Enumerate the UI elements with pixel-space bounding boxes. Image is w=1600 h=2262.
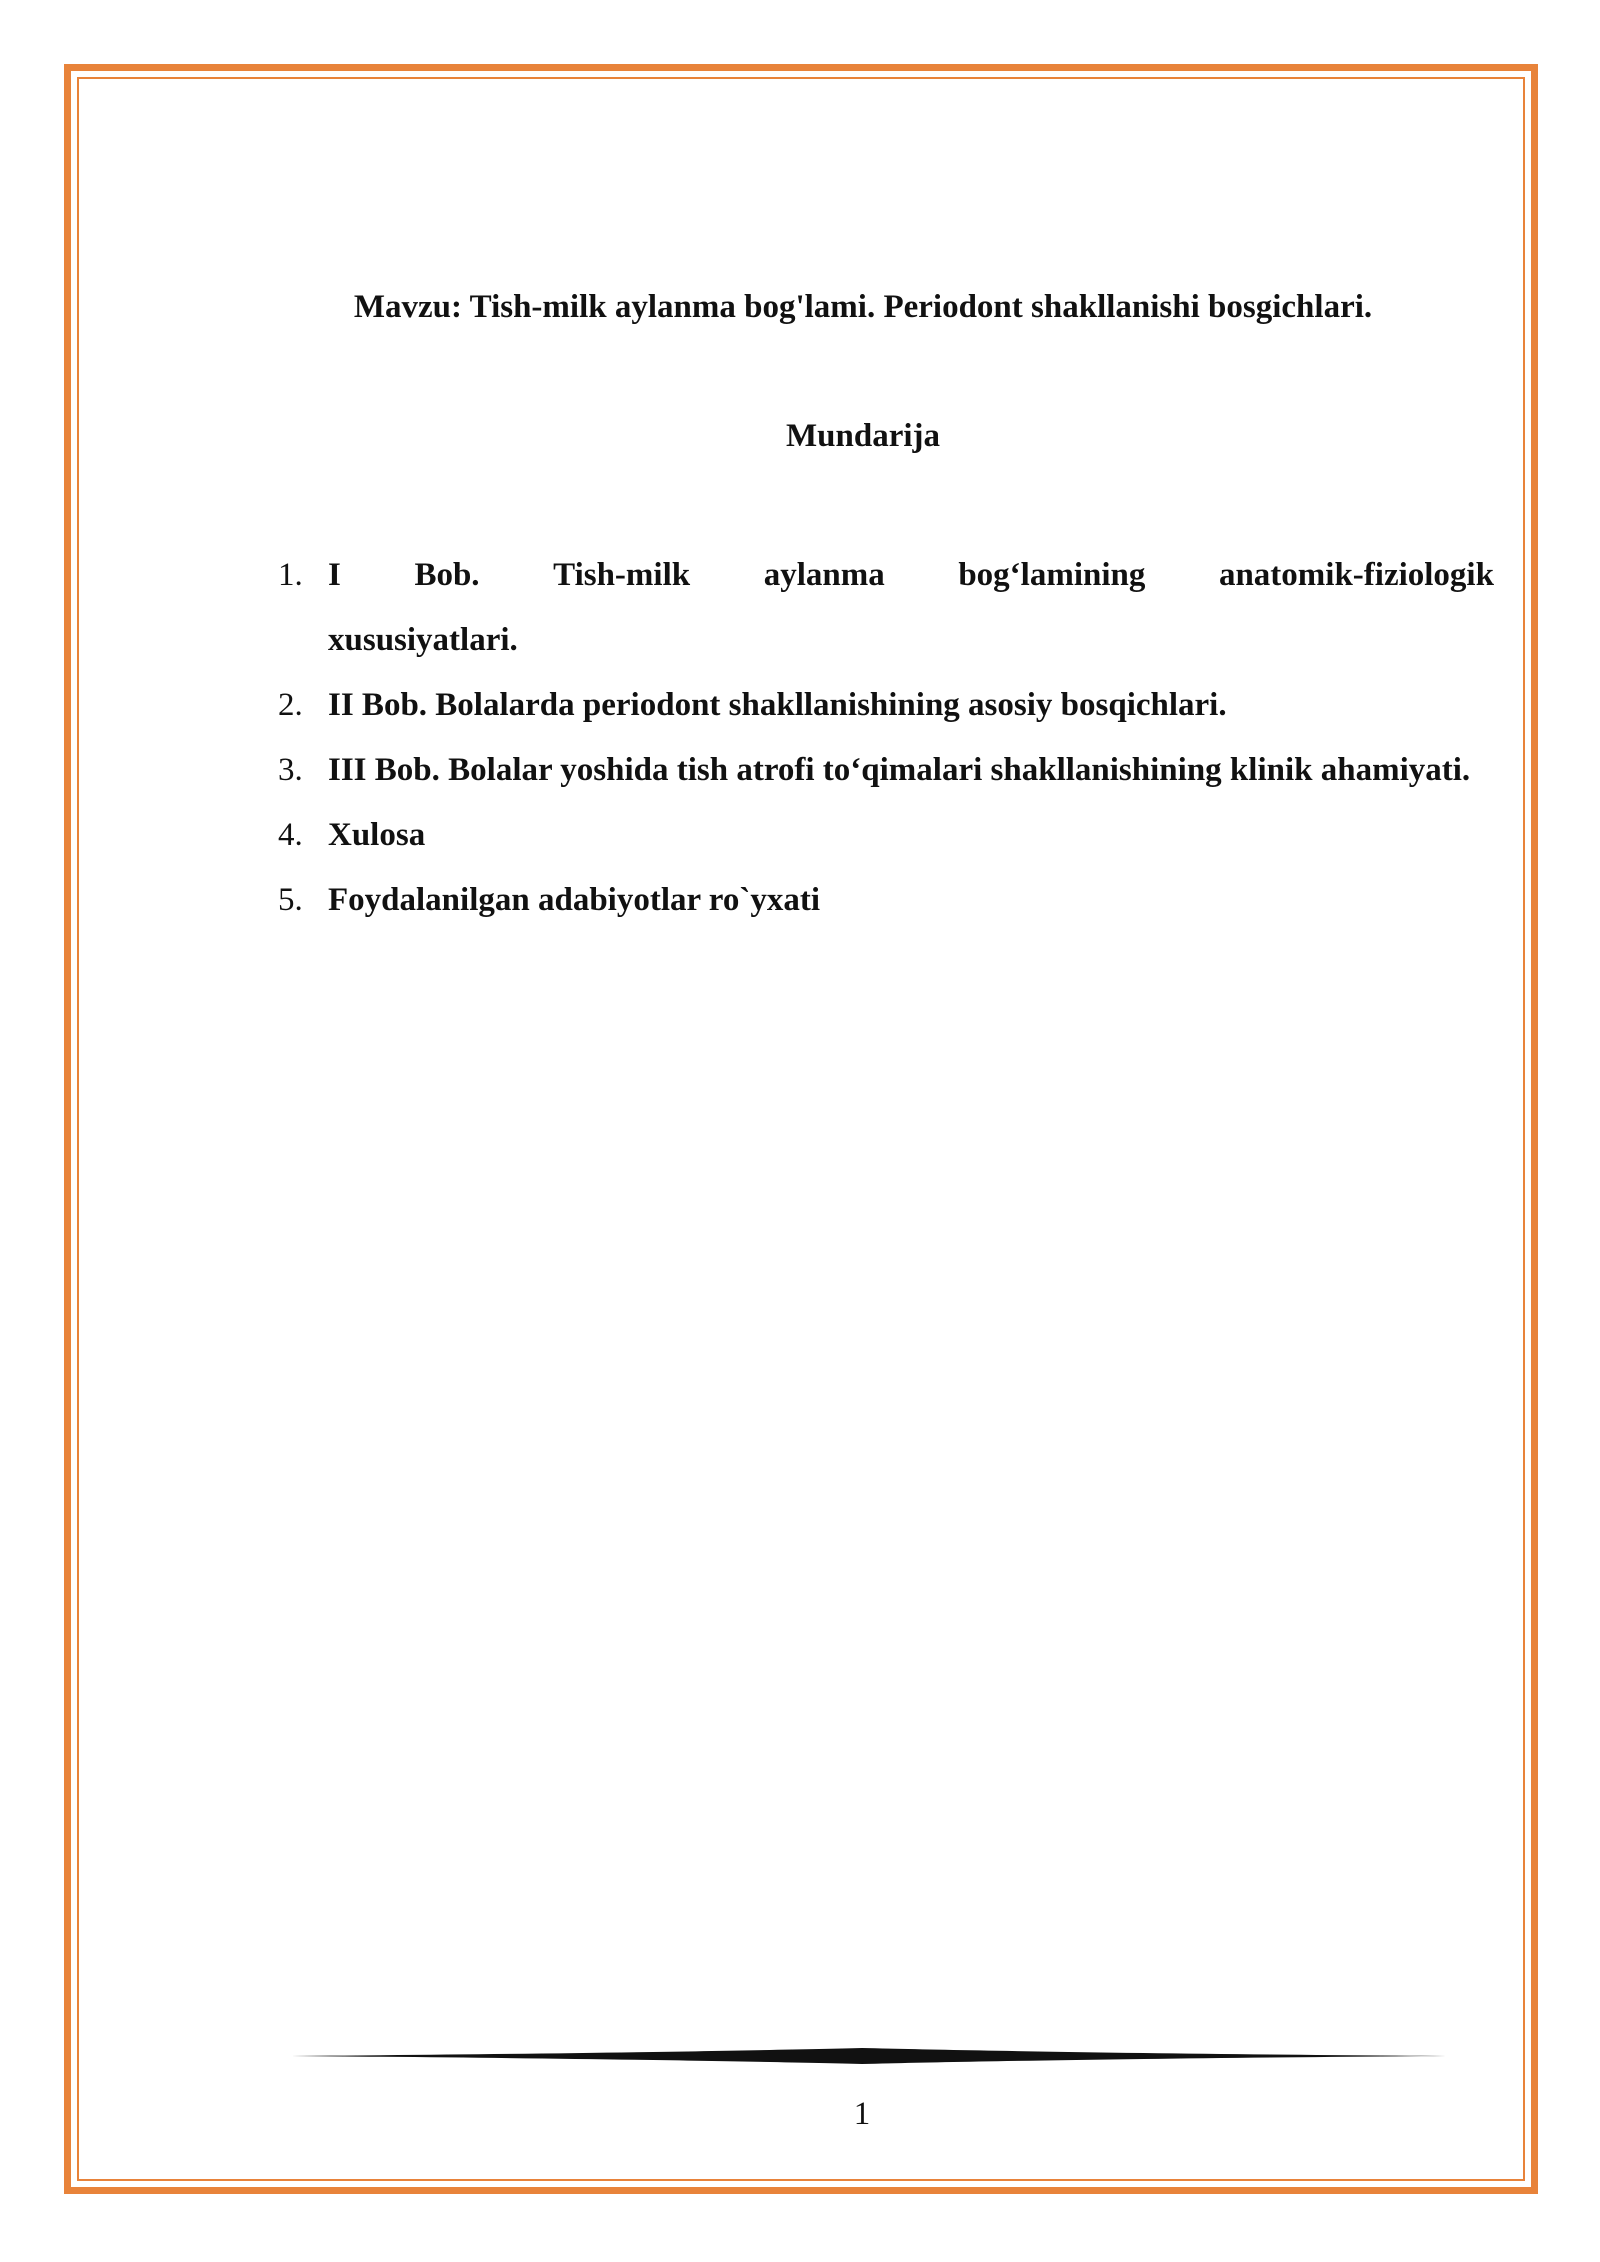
toc-word: anatomik-fiziologik [1218, 557, 1494, 593]
toc-heading: Mundarija [785, 418, 940, 454]
toc-item-number: 4. [278, 817, 303, 853]
toc-item-number: 3. [278, 752, 303, 788]
toc-item-3[interactable] [278, 738, 1494, 803]
toc-item-first-line [328, 543, 1494, 608]
toc-item-number: 2. [278, 687, 303, 723]
toc-item-text: Foydalanilgan adabiyotlar ro`yxati [328, 882, 821, 918]
toc-item-1[interactable] [278, 543, 1494, 673]
toc-item-text: II Bob. Bolalarda periodont shakllanishining asosiy bosqichlari. [328, 687, 1227, 723]
toc-word: Tish-milk [553, 557, 691, 593]
toc-item-5[interactable] [278, 868, 1494, 933]
toc-item-text [328, 543, 1494, 673]
document-title: Mavzu: Tish-milk aylanma bog'lami. Periodont shakllanishi bosgichlari. [353, 289, 1373, 325]
toc-item-text: Xulosa [328, 817, 426, 853]
page-border-inner [77, 77, 1525, 2181]
table-of-contents [278, 543, 1494, 933]
toc-item-number: 5. [278, 882, 303, 918]
toc-word: Bob. [414, 557, 480, 593]
toc-word: aylanma [763, 557, 885, 593]
toc-word: bog‘lamining [958, 557, 1146, 593]
toc-item-number: 1. [278, 557, 303, 593]
page-number: 1 [853, 2096, 871, 2132]
toc-item-2[interactable] [278, 673, 1494, 738]
toc-item-text: III Bob. Bolalar yoshida tish atrofi to‘qimalari shakllanishining klinik ahamiyati. [328, 752, 1471, 788]
footer-decorative-rule [278, 2048, 1446, 2064]
toc-item-4[interactable] [278, 803, 1494, 868]
toc-item-continuation: xususiyatlari. [328, 622, 518, 658]
toc-word: I [328, 557, 341, 593]
